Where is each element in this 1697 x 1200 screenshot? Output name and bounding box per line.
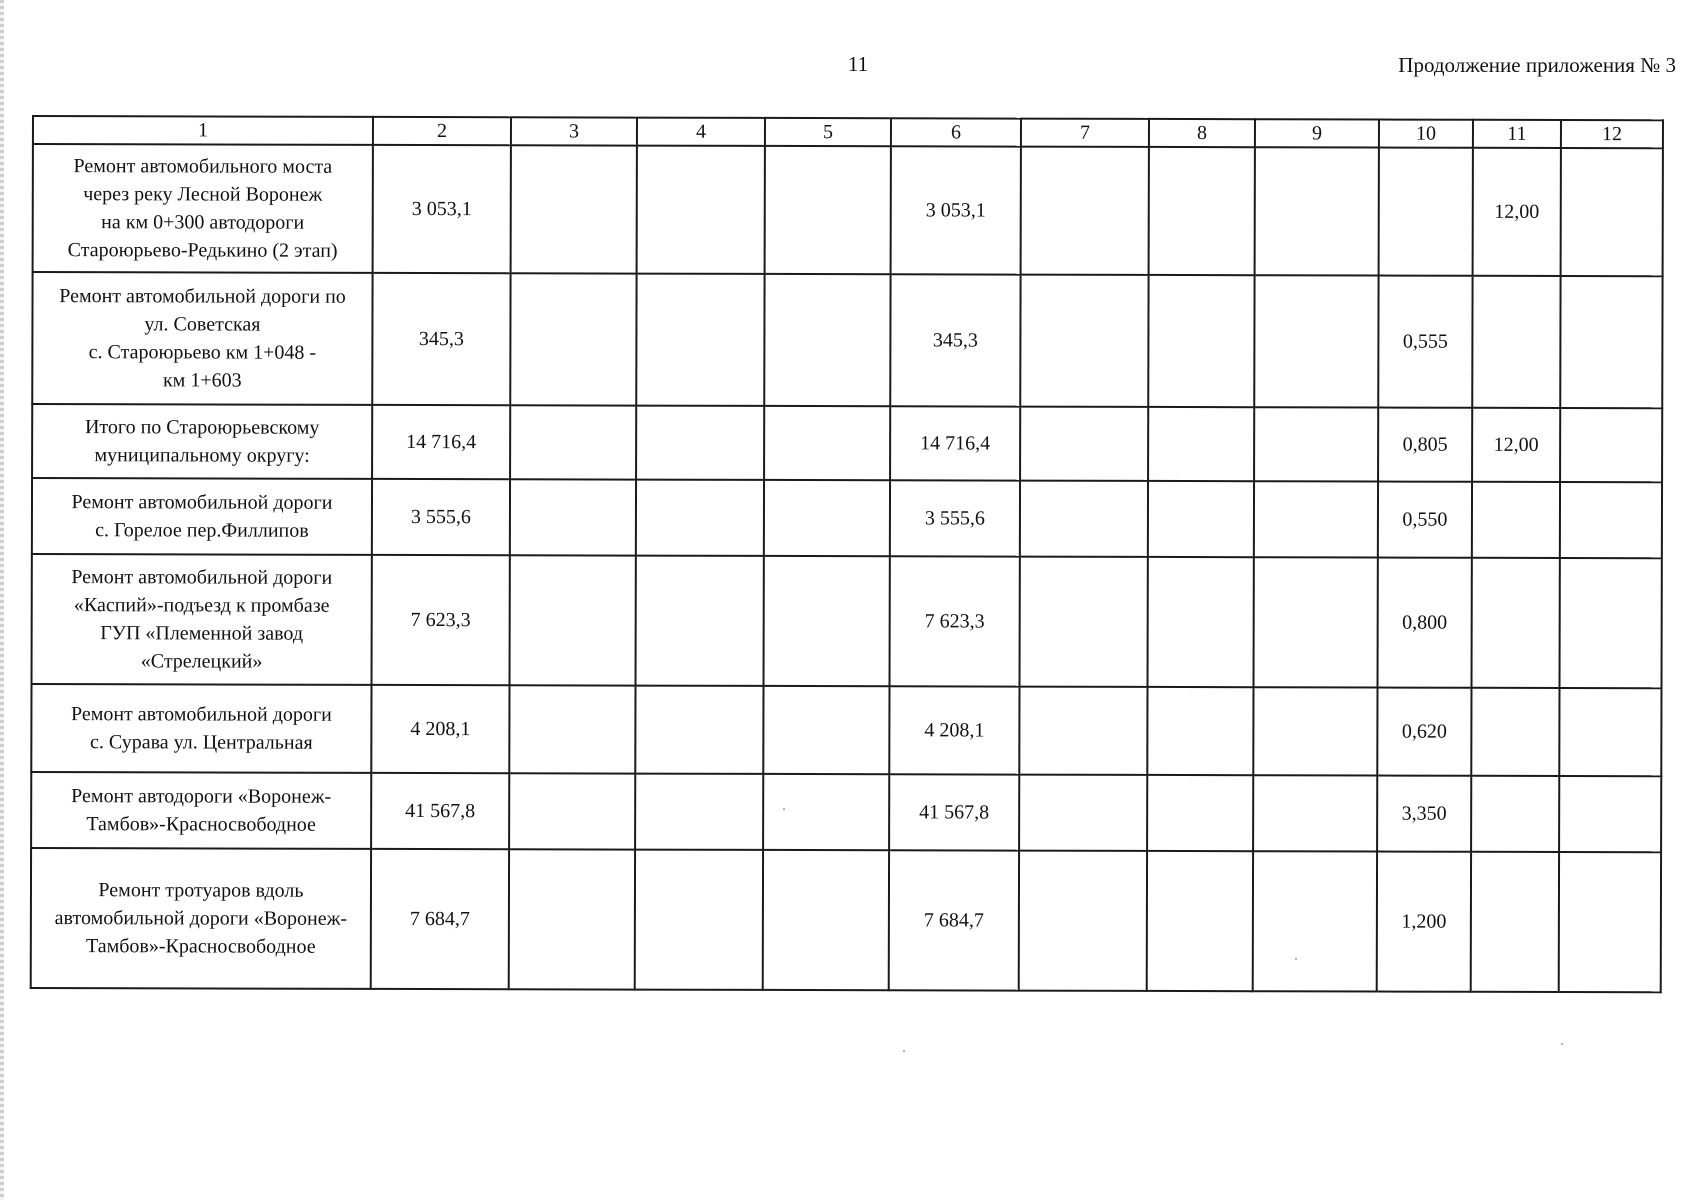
length-column-11-cell [1471, 688, 1559, 776]
empty-cell [1148, 557, 1254, 687]
object-name-cell [32, 554, 372, 685]
empty-cell [636, 274, 764, 406]
object-name-line: ул. Советская [144, 313, 261, 336]
empty-cell [1255, 147, 1379, 275]
length-column-11-cell [1472, 558, 1560, 688]
empty-cell [1254, 557, 1378, 687]
scan-edge-artifact [0, 0, 4, 1200]
cost-total-cell: 7 623,3 [372, 555, 510, 685]
empty-cell [764, 556, 890, 686]
object-name-cell [31, 684, 371, 773]
cost-column-6-cell: 3 053,1 [891, 146, 1021, 274]
empty-cell [509, 685, 635, 773]
length-column-11-cell [1471, 852, 1559, 992]
object-name-line: «Каспий»-подъезд к промбазе [73, 594, 330, 617]
scan-speck [903, 1050, 905, 1052]
table-row [31, 848, 1661, 992]
empty-cell [1019, 775, 1147, 851]
empty-cell [764, 406, 890, 480]
empty-cell [763, 850, 889, 990]
empty-cell [636, 556, 764, 686]
column-header: 6 [891, 118, 1021, 146]
empty-cell [1020, 407, 1148, 481]
empty-cell [764, 274, 890, 406]
cost-column-6-cell: 41 567,8 [889, 774, 1019, 850]
column-header: 10 [1379, 120, 1473, 148]
cost-column-6-cell: 3 555,6 [890, 480, 1020, 556]
object-name-line: Тамбов»-Красносвободное [86, 813, 316, 836]
empty-cell [763, 686, 889, 774]
object-name-cell [32, 478, 372, 555]
scan-speck [1561, 1043, 1563, 1045]
empty-cell [637, 146, 765, 274]
cost-column-6-cell: 7 623,3 [890, 556, 1020, 686]
table-row [32, 554, 1662, 688]
empty-cell [509, 849, 635, 989]
appendix-continuation-note: Продолжение приложения № 3 [1398, 53, 1676, 77]
length-column-11-cell [1472, 482, 1560, 558]
object-name-line: Тамбов»-Красносвободное [85, 935, 316, 958]
cost-total-cell: 14 716,4 [372, 405, 510, 479]
empty-cell [1019, 851, 1147, 991]
empty-cell [1020, 557, 1148, 687]
subtotal-label-line: Итого по Староюрьевскому [84, 416, 320, 439]
table-row [32, 272, 1662, 408]
object-name-line: автомобильной дороги «Воронеж- [54, 907, 348, 930]
table-row [33, 144, 1663, 276]
empty-cell [1019, 687, 1147, 775]
empty-cell [1254, 407, 1378, 481]
column-header: 5 [765, 118, 891, 146]
length-km-cell: 0,800 [1378, 558, 1472, 688]
length-column-11-cell [1472, 276, 1560, 408]
length-column-11-cell: 12,00 [1472, 408, 1560, 482]
column-header: 2 [373, 117, 511, 145]
subtotal-label-cell [32, 404, 372, 479]
empty-cell [635, 850, 763, 990]
object-name-line: км 1+603 [162, 369, 242, 392]
empty-cell [1148, 481, 1254, 557]
cost-total-cell: 41 567,8 [371, 773, 509, 849]
cost-column-6-cell: 14 716,4 [890, 406, 1020, 480]
length-column-11-cell: 12,00 [1473, 148, 1561, 276]
length-km-cell: 0,805 [1378, 408, 1472, 482]
empty-cell [1148, 275, 1254, 407]
empty-cell [635, 686, 763, 774]
empty-cell [510, 405, 636, 479]
scan-speck [783, 808, 785, 810]
data-table [30, 115, 1664, 993]
empty-cell [1561, 148, 1663, 276]
empty-cell [1253, 851, 1377, 991]
object-name-line: Ремонт автомобильной дороги [71, 491, 333, 514]
table-row [31, 772, 1661, 852]
cost-total-cell: 4 208,1 [371, 685, 509, 773]
object-name-line: ГУП «Племенной завод [100, 622, 304, 645]
object-name-cell [32, 272, 372, 405]
empty-cell [636, 480, 764, 556]
empty-cell [510, 555, 636, 685]
scan-speck [1295, 958, 1297, 960]
object-name-cell [31, 848, 371, 989]
subtotal-label-line: муниципальному округу: [94, 444, 310, 467]
cost-total-cell: 345,3 [372, 273, 510, 405]
length-km-cell: 0,620 [1377, 688, 1471, 776]
column-header: 3 [511, 117, 637, 145]
empty-cell [1147, 775, 1253, 851]
empty-cell [1559, 688, 1661, 776]
cost-column-6-cell: 7 684,7 [889, 850, 1019, 990]
object-name-line: Староюрьево-Редькино (2 этап) [67, 239, 338, 262]
empty-cell [1149, 147, 1255, 275]
column-header: 4 [637, 118, 765, 146]
table-row [32, 478, 1662, 558]
empty-cell [1148, 407, 1254, 481]
object-name-line: «Стрелецкий» [140, 650, 263, 673]
column-header: 9 [1255, 119, 1379, 147]
object-name-line: через реку Лесной Воронеж [83, 183, 323, 206]
empty-cell [763, 774, 889, 850]
empty-cell [511, 145, 637, 273]
length-km-cell: 0,555 [1378, 276, 1472, 408]
length-km-cell: 1,200 [1377, 852, 1471, 992]
empty-cell [1253, 775, 1377, 851]
length-km-cell [1379, 148, 1473, 276]
page-number: 11 [847, 52, 869, 76]
object-name-line: на км 0+300 автодороги [101, 211, 305, 234]
object-name-line: с. Сурава ул. Центральная [89, 731, 313, 754]
column-number-row [33, 116, 1663, 148]
empty-cell [1559, 776, 1661, 852]
object-name-line: Ремонт автомобильной дороги [70, 703, 332, 726]
empty-cell [1560, 558, 1662, 688]
empty-cell [1147, 851, 1253, 991]
table-row [31, 684, 1661, 776]
object-name-line: с. Горелое пер.Филлипов [95, 519, 309, 542]
column-header: 7 [1021, 119, 1149, 147]
cost-total-cell: 7 684,7 [371, 849, 509, 989]
object-name-line: Ремонт автомобильной дороги по [59, 285, 346, 308]
length-km-cell: 0,550 [1378, 482, 1472, 558]
empty-cell [636, 406, 764, 480]
column-header: 8 [1149, 119, 1255, 147]
empty-cell [764, 480, 890, 556]
length-column-11-cell [1471, 776, 1559, 852]
object-name-cell [31, 772, 371, 849]
empty-cell [1147, 687, 1253, 775]
object-name-line: Ремонт тротуаров вдоль [98, 879, 304, 902]
empty-cell [1559, 852, 1661, 992]
empty-cell [1254, 481, 1378, 557]
object-name-line: Ремонт автомобильной дороги [71, 566, 333, 589]
empty-cell [765, 146, 891, 274]
empty-cell [510, 479, 636, 555]
column-header: 12 [1561, 120, 1663, 148]
object-name-line: Ремонт автодороги «Воронеж- [71, 785, 332, 808]
empty-cell [1020, 481, 1148, 557]
cost-total-cell: 3 053,1 [373, 145, 511, 273]
object-name-cell [33, 144, 373, 273]
empty-cell [510, 273, 636, 405]
column-header: 1 [33, 116, 373, 145]
object-name-line: с. Староюрьево км 1+048 - [88, 341, 317, 364]
empty-cell [1560, 482, 1662, 558]
empty-cell [1253, 687, 1377, 775]
empty-cell [1254, 275, 1378, 407]
object-name-line: Ремонт автомобильного моста [73, 155, 333, 178]
empty-cell [635, 774, 763, 850]
empty-cell [1560, 408, 1662, 482]
cost-column-6-cell: 4 208,1 [889, 686, 1019, 774]
subtotal-row [32, 404, 1662, 482]
empty-cell [509, 773, 635, 849]
empty-cell [1560, 276, 1662, 408]
empty-cell [1021, 147, 1149, 275]
column-header: 11 [1473, 120, 1561, 148]
cost-total-cell: 3 555,6 [372, 479, 510, 555]
length-km-cell: 3,350 [1377, 776, 1471, 852]
cost-column-6-cell: 345,3 [890, 274, 1020, 406]
empty-cell [1020, 275, 1148, 407]
